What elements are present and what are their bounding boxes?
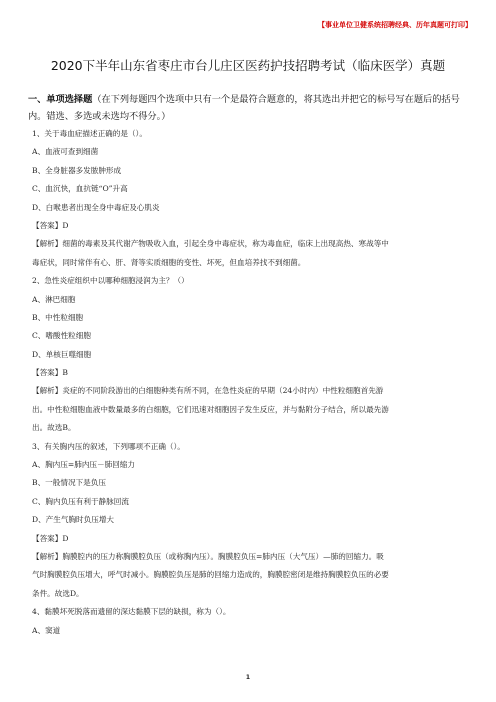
option-c: C、胸内负压有利于静脉回流 (32, 496, 129, 506)
analysis-line: 出。中性粒细胞血液中数量最多的白细胞，它们迅速对细胞因子发生反应，并与黏附分子结合，所以最先游 (32, 404, 389, 414)
answer: 【答案】B (32, 368, 68, 378)
option-d: D、产生气胸时负压增大 (32, 515, 115, 525)
analysis-line: 条件。故选D。 (32, 588, 84, 598)
option-a: A、血液可查到细菌 (32, 147, 99, 157)
question-stem: 2、急性炎症组织中以哪种细胞浸润为主？（） (32, 276, 189, 286)
analysis-line: 【解析】细菌的毒素及其代谢产物吸收入血，引起全身中毒症状，称为毒血症，临床上出现高热、寒战等中 (32, 239, 389, 249)
answer: 【答案】D (32, 533, 69, 543)
option-c: C、嗜酸性粒细胞 (32, 331, 91, 341)
option-a: A、胸内压=肺内压－肺回缩力 (32, 460, 135, 470)
section-label: 一、单项选择题 (28, 94, 93, 105)
option-b: B、一般情况下是负压 (32, 478, 106, 488)
question-list (32, 125, 472, 640)
question-stem: 3、有关胸内压的叙述，下列哪项不正确（）。 (32, 441, 185, 451)
page-title: 2020下半年山东省枣庄市台儿庄区医药护技招聘考试（临床医学）真题 (50, 58, 446, 73)
header-banner: 【事业单位卫健系统招聘经典、历年真题可打印】 (318, 21, 472, 29)
option-b: B、中性粒细胞 (32, 312, 84, 322)
option-d: D、单核巨噬细胞 (32, 349, 92, 359)
section-instruction: （在下列每题四个选项中只有一个是最符合题意的，将其选出并把它的标号写在题后的括号内。错选、多选或未选均不得分。） (28, 94, 460, 122)
page-number: 1 (245, 674, 251, 681)
option-c: C、血沉快，血抗链“O”升高 (32, 184, 128, 194)
option-a: A、窦道 (32, 625, 61, 635)
option-b: B、全身脏器多发脓肿形成 (32, 165, 122, 175)
section-heading (28, 91, 474, 125)
analysis-line: 气时胸膜腔负压增大，呼气时减小。胸膜腔负压是肺的回缩力造成的，胸膜腔密闭是维持胸膜腔负压的必要 (32, 570, 389, 580)
question-stem: 4、黏膜坏死脱落而遗留的深达黏膜下层的缺损，称为（）。 (32, 607, 231, 617)
analysis-line: 出。故选B。 (32, 423, 76, 433)
answer: 【答案】D (32, 220, 69, 230)
analysis-line: 毒症状，同时常伴有心、肝、肾等实质细胞的变性、坏死，但血培养找不到细菌。 (32, 257, 306, 267)
question-stem: 1、关于毒血症描述正确的是（）。 (32, 129, 147, 138)
option-a: A、淋巴细胞 (32, 294, 76, 304)
analysis-line: 【解析】胸膜腔内的压力称胸膜腔负压（或称胸内压）。胸膜腔负压=肺内压（大气压）—肺的回缩力。吸 (32, 551, 384, 561)
option-d: D、白喉患者出现全身中毒症及心肌炎 (32, 202, 160, 212)
analysis-line: 【解析】炎症的不同阶段游出的白细胞种类有所不同，在急性炎症的早期（24小时内）中性粒细胞首先游 (32, 386, 384, 396)
